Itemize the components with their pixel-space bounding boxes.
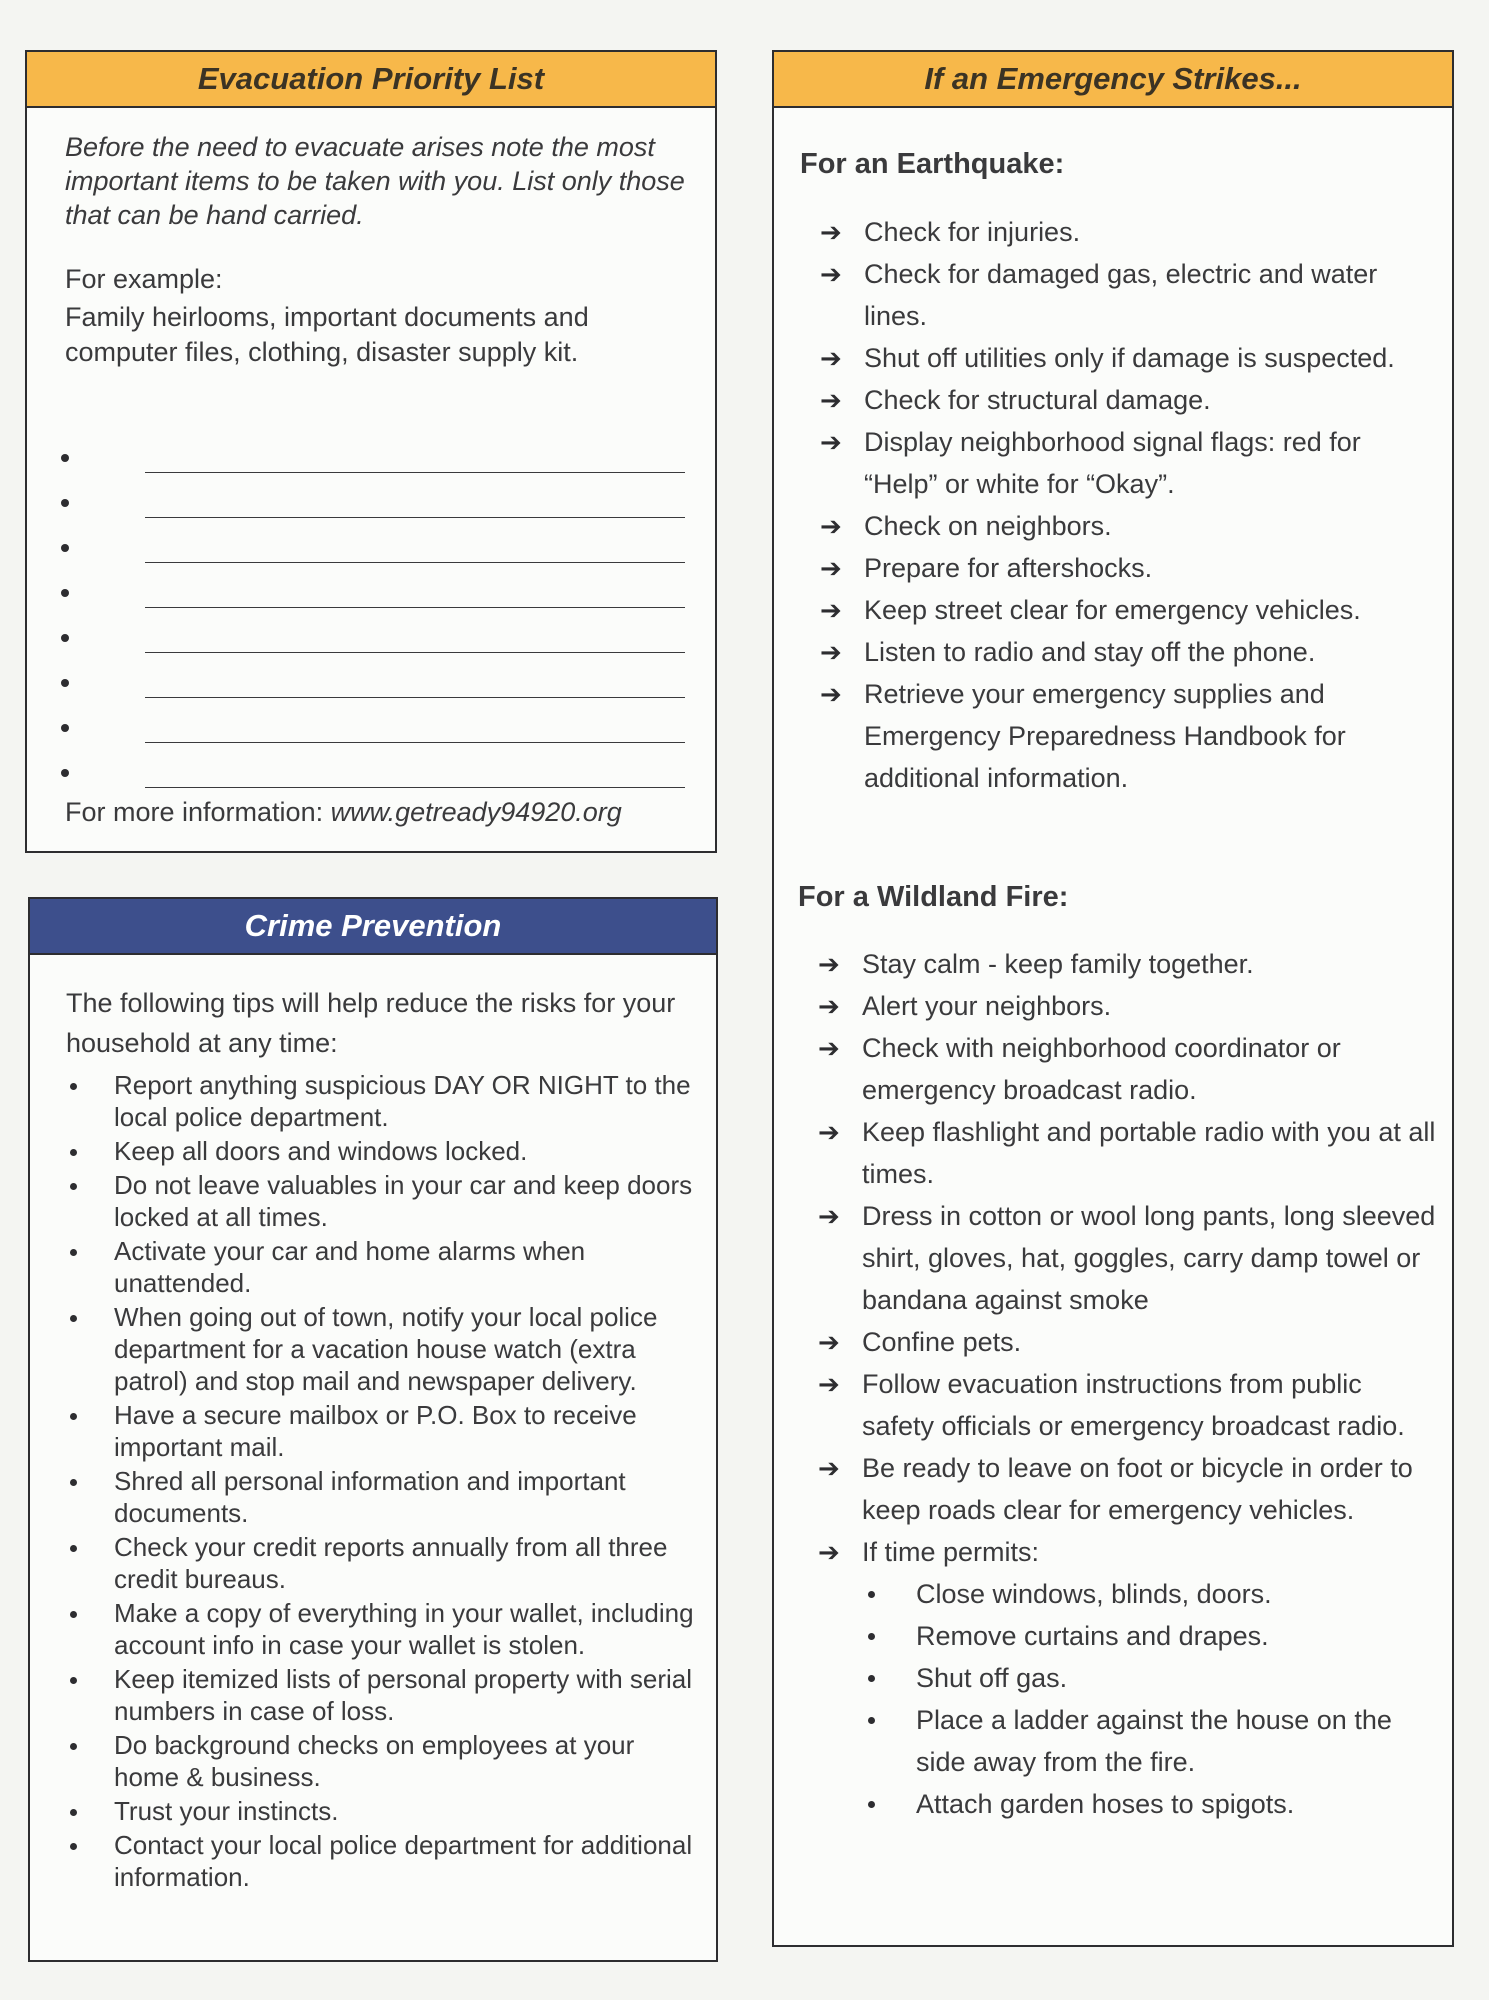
arrow-right-icon: ➔ bbox=[820, 511, 842, 541]
wildfire-item: ➔ Confine pets. bbox=[818, 1321, 1438, 1363]
priority-blank-line[interactable] bbox=[61, 714, 681, 759]
crime-tip: Do background checks on employees at your home & business. bbox=[66, 1729, 706, 1793]
crime-tip: Shred all personal information and important documents. bbox=[66, 1465, 706, 1529]
arrow-right-icon: ➔ bbox=[818, 1033, 840, 1063]
example-label: For example: bbox=[65, 264, 223, 294]
crime-tip: Check your credit reports annually from all three credit bureaus. bbox=[66, 1531, 706, 1595]
arrow-right-icon: ➔ bbox=[818, 1117, 840, 1147]
example-text: Family heirlooms, important documents and computer files, clothing, disaster supply kit. bbox=[65, 302, 589, 367]
wildfire-item: ➔ Follow evacuation instructions from public safety officials or emergency broadcast radio. bbox=[818, 1363, 1438, 1447]
more-info-url[interactable]: www.getready94920.org bbox=[330, 797, 622, 827]
arrow-right-icon: ➔ bbox=[818, 1327, 840, 1357]
arrow-right-icon: ➔ bbox=[820, 427, 842, 457]
wildfire-item: ➔ Keep flashlight and portable radio with you at all times. bbox=[818, 1111, 1438, 1195]
bullet-icon bbox=[61, 544, 69, 552]
arrow-right-icon: ➔ bbox=[820, 595, 842, 625]
more-info-label: For more information: bbox=[65, 797, 324, 827]
crime-tip: Trust your instincts. bbox=[66, 1795, 706, 1827]
earthquake-item: ➔ Keep street clear for emergency vehicles. bbox=[820, 589, 1440, 631]
earthquake-list bbox=[820, 211, 1440, 799]
arrow-right-icon: ➔ bbox=[818, 1453, 840, 1483]
crime-tip: Contact your local police department for additional information. bbox=[66, 1829, 706, 1893]
earthquake-item: ➔ Check for injuries. bbox=[820, 211, 1440, 253]
crime-tip: Keep all doors and windows locked. bbox=[66, 1135, 706, 1167]
earthquake-item: ➔ Shut off utilities only if damage is suspected. bbox=[820, 337, 1440, 379]
arrow-right-icon: ➔ bbox=[818, 1201, 840, 1231]
time-permits-item: Shut off gas. bbox=[862, 1657, 1438, 1699]
arrow-right-icon: ➔ bbox=[820, 679, 842, 709]
crime-title: Crime Prevention bbox=[30, 899, 716, 955]
bullet-icon bbox=[61, 724, 69, 732]
bullet-icon bbox=[61, 589, 69, 597]
priority-blank-line[interactable] bbox=[61, 489, 681, 534]
arrow-right-icon: ➔ bbox=[818, 1369, 840, 1399]
earthquake-item: ➔ Check for damaged gas, electric and water lines. bbox=[820, 253, 1440, 337]
time-permits-item: Attach garden hoses to spigots. bbox=[862, 1783, 1438, 1825]
bullet-icon bbox=[61, 769, 69, 777]
crime-tip: Make a copy of everything in your wallet, including account info in case your wallet is stolen. bbox=[66, 1597, 706, 1661]
crime-tips-list bbox=[66, 1069, 706, 1895]
crime-tip: Keep itemized lists of personal property with serial numbers in case of loss. bbox=[66, 1663, 706, 1727]
arrow-right-icon: ➔ bbox=[820, 385, 842, 415]
wildfire-item: ➔ Stay calm - keep family together. bbox=[818, 943, 1438, 985]
arrow-right-icon: ➔ bbox=[820, 553, 842, 583]
priority-blank-line[interactable] bbox=[61, 444, 681, 489]
earthquake-item: ➔ Listen to radio and stay off the phone. bbox=[820, 631, 1440, 673]
evacuation-intro: Before the need to evacuate arises note the most important items to be taken with you. List only those that can be hand carried. bbox=[65, 132, 685, 230]
arrow-right-icon: ➔ bbox=[820, 217, 842, 247]
crime-tip: Do not leave valuables in your car and keep doors locked at all times. bbox=[66, 1169, 706, 1233]
evacuation-title: Evacuation Priority List bbox=[27, 52, 715, 108]
wildfire-item: ➔ If time permits: Close windows, blinds, doors. Remove curtains and drapes. Shut off gas. Place a ladder against the house on the side away from the fire. Attach garden hoses to spigots. bbox=[818, 1531, 1438, 1825]
bullet-icon bbox=[61, 679, 69, 687]
earthquake-heading: For an Earthquake: bbox=[800, 148, 1065, 180]
wildfire-list bbox=[818, 943, 1438, 1825]
earthquake-item: ➔ Check on neighbors. bbox=[820, 505, 1440, 547]
arrow-right-icon: ➔ bbox=[818, 991, 840, 1021]
earthquake-item: ➔ Prepare for aftershocks. bbox=[820, 547, 1440, 589]
emergency-panel bbox=[772, 50, 1454, 1947]
priority-blank-list bbox=[61, 444, 681, 804]
earthquake-item: ➔ Check for structural damage. bbox=[820, 379, 1440, 421]
crime-tip: When going out of town, notify your local police department for a vacation house watch (extra patrol) and stop mail and newspaper delivery. bbox=[66, 1301, 706, 1397]
earthquake-item: ➔ Retrieve your emergency supplies and Emergency Preparedness Handbook for additional information. bbox=[820, 673, 1440, 799]
crime-prevention-panel bbox=[28, 897, 718, 1962]
wildfire-item: ➔ Dress in cotton or wool long pants, long sleeved shirt, gloves, hat, goggles, carry damp towel or bandana against smoke bbox=[818, 1195, 1438, 1321]
bullet-icon bbox=[61, 499, 69, 507]
time-permits-item: Close windows, blinds, doors. bbox=[862, 1573, 1438, 1615]
emergency-title: If an Emergency Strikes... bbox=[774, 52, 1452, 108]
wildfire-item: ➔ Alert your neighbors. bbox=[818, 985, 1438, 1027]
arrow-right-icon: ➔ bbox=[818, 1537, 840, 1567]
time-permits-list bbox=[862, 1573, 1438, 1825]
wildfire-heading: For a Wildland Fire: bbox=[798, 881, 1069, 913]
wildfire-item: ➔ Check with neighborhood coordinator or emergency broadcast radio. bbox=[818, 1027, 1438, 1111]
arrow-right-icon: ➔ bbox=[818, 949, 840, 979]
bullet-icon bbox=[61, 634, 69, 642]
crime-tip: Activate your car and home alarms when unattended. bbox=[66, 1235, 706, 1299]
arrow-right-icon: ➔ bbox=[820, 259, 842, 289]
crime-intro: The following tips will help reduce the risks for your household at any time: bbox=[66, 988, 676, 1058]
earthquake-item: ➔ Display neighborhood signal flags: red for “Help” or white for “Okay”. bbox=[820, 421, 1440, 505]
priority-blank-line[interactable] bbox=[61, 534, 681, 579]
priority-blank-line[interactable] bbox=[61, 624, 681, 669]
wildfire-item: ➔ Be ready to leave on foot or bicycle in order to keep roads clear for emergency vehicles. bbox=[818, 1447, 1438, 1531]
time-permits-item: Remove curtains and drapes. bbox=[862, 1615, 1438, 1657]
arrow-right-icon: ➔ bbox=[820, 637, 842, 667]
evacuation-priority-panel bbox=[25, 50, 717, 853]
more-info bbox=[65, 797, 622, 828]
arrow-right-icon: ➔ bbox=[820, 343, 842, 373]
bullet-icon bbox=[61, 454, 69, 462]
priority-blank-line[interactable] bbox=[61, 579, 681, 624]
priority-blank-line[interactable] bbox=[61, 669, 681, 714]
time-permits-item: Place a ladder against the house on the side away from the fire. bbox=[862, 1699, 1438, 1783]
crime-tip: Report anything suspicious DAY OR NIGHT to the local police department. bbox=[66, 1069, 706, 1133]
crime-tip: Have a secure mailbox or P.O. Box to receive important mail. bbox=[66, 1399, 706, 1463]
